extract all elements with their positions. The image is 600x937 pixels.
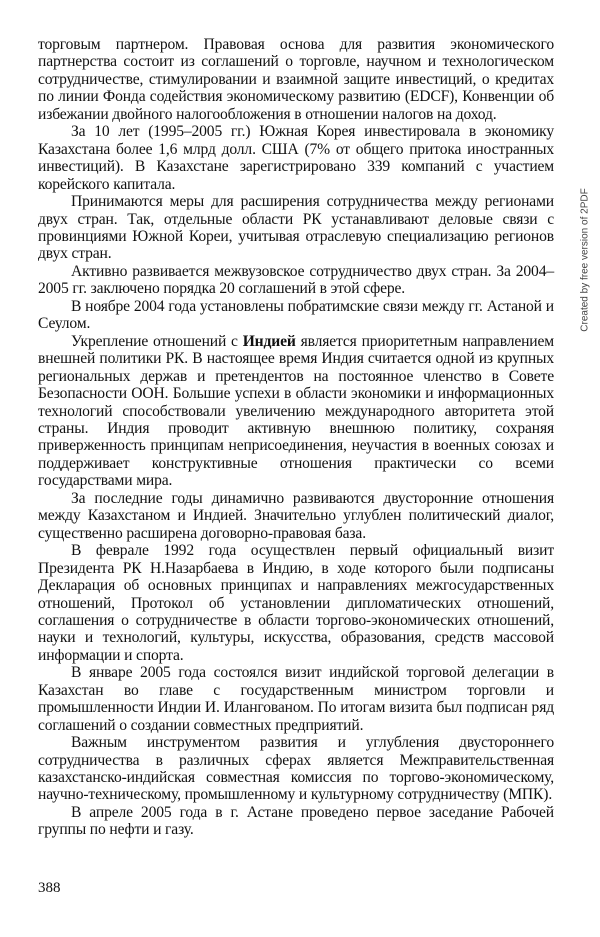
india-text-after: является приоритетным направлением внешней политики РК. В настоящее время Индия считается одной из крупных региональных держав и претендентов на постоянное членство в Совете Безопасности ООН. Большие успехи в области экономики и информационных технологий способствовали увеличению международного авторитета этой страны. Индия проводит активную внешнюю политику, сохраняя приверженность принципам неприсоединения, неучастия в военных союзах и поддерживает конструктивные отношения практически со всеми государствами мира. (38, 332, 554, 490)
paragraph-investment: За 10 лет (1995–2005 гг.) Южная Корея инвестировала в экономику Казахстана более 1,6 млрд долл. США (7% от общего притока иностранных инвестиций). В Казахстане зарегистрировано 339 компаний с участием корейского капитала. (38, 123, 554, 193)
paragraph-working-group: В апреле 2005 года в г. Астане проведено первое заседание Рабочей группы по нефти и газу. (38, 803, 554, 839)
india-text-before: Укрепление отношений с (71, 332, 243, 350)
paragraph-universities: Активно развивается межвузовское сотрудничество двух стран. За 2004–2005 гг. заключено порядка 20 соглашений в этой сфере. (38, 262, 554, 298)
paragraph-commission: Важным инструментом развития и углубления двустороннего сотрудничества в различных сферах является Межправительственная казахстанско-индийская совместная комиссия по торгово-экономическому, научно-техническому, промышленному и культурному сотрудничеству (МПК). (38, 734, 554, 804)
paragraph-dynamics: За последние годы динамично развиваются двусторонние отношения между Казахстаном и Индией. Значительно углублен политический диалог, существенно расширена договорно-правовая база. (38, 489, 554, 542)
page-number: 388 (38, 880, 61, 896)
page-body (38, 36, 554, 839)
paragraph-regions: Принимаются меры для расширения сотрудничества между регионами двух стран. Так, отдельные области РК устанавливают деловые связи с провинциями Южной Кореи, учитывая отраслевую специализацию регионов двух стран. (38, 193, 554, 263)
watermark-text: Created by free version of 2PDF (579, 188, 591, 332)
paragraph-partnership: торговым партнером. Правовая основа для развития экономического партнерства состоит из соглашений о торговле, научном и технологическом сотрудничестве, стимулировании и взаимной защите инвестиций, о кредитах по линии Фонда содействия экономическому развитию (EDCF), Конвенции об избежании двойного налогообложения в отношении налогов на доход. (38, 36, 554, 123)
watermark (577, 190, 593, 330)
india-bold-term: Индией (242, 332, 296, 350)
paragraph-visit-1992: В феврале 1992 года осуществлен первый официальный визит Президента РК Н.Назарбаева в Индию, в ходе которого были подписаны Декларация об основных принципах и направлениях межгосударственных отношений, Протокол об установлении дипломатических отношений, соглашения о сотрудничестве в области торгово-экономических отношений, науки и технологий, культуры, искусства, образования, средств массовой информации и спорта. (38, 542, 554, 664)
paragraph-twin-cities: В ноябре 2004 года установлены побратимские связи между гг. Астаной и Сеулом. (38, 297, 554, 333)
paragraph-delegation-2005: В январе 2005 года состоялся визит индийской торговой делегации в Казахстан во главе с государственным министром торговли и промышленности Индии И. Илангованом. По итогам визита был подписан ряд соглашений о создании совместных предприятий. (38, 664, 554, 734)
paragraph-india (38, 333, 554, 490)
